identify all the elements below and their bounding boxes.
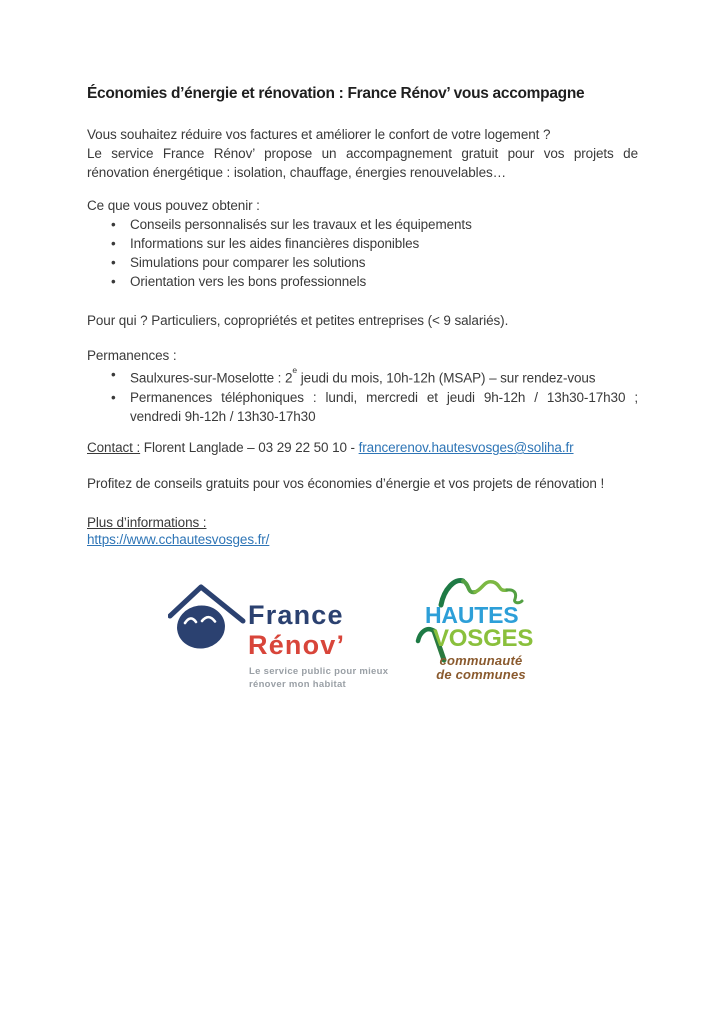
more-info-url-line xyxy=(87,530,638,549)
website-link[interactable]: https://www.cchautesvosges.fr/ xyxy=(87,532,270,547)
contact-details: Florent Langlade – 03 29 22 50 10 - xyxy=(140,440,359,455)
more-info-label-text: Plus d’informations : xyxy=(87,515,207,530)
france-renov-wordmark-line1: France xyxy=(248,600,344,630)
benefit-item: • Conseils personnalisés sur les travaux et les équipements xyxy=(87,215,638,234)
page-title: Économies d’énergie et rénovation : France Rénov’ vous accompagne xyxy=(87,85,585,102)
permanence-text-prefix: Saulxures-sur-Moselotte : 2 xyxy=(130,370,293,386)
hautes-vosges-subtitle xyxy=(419,654,543,681)
france-renov-wordmark-line2: Rénov’ xyxy=(248,630,346,660)
france-renov-tagline-line1: Le service public pour mieux xyxy=(249,666,389,677)
benefits-list xyxy=(87,215,638,291)
contact-label: Contact : xyxy=(87,440,141,455)
france-renov-house-icon xyxy=(168,578,250,658)
permanence-item-phone: • Permanences téléphoniques : lundi, mercredi et jeudi 9h-12h / 13h30-17h30 ; vendredi 9h-12h / 13h30-17h30 xyxy=(87,388,638,426)
permanence-item-saulxures xyxy=(87,365,638,388)
france-renov-tagline-line2: rénover mon habitat xyxy=(249,678,347,690)
permanences-heading: Permanences : xyxy=(87,348,177,363)
permanence-text-suffix: jeudi du mois, 10h-12h (MSAP) – sur rendez-vous xyxy=(297,370,596,386)
benefit-item: • Informations sur les aides financières disponibles xyxy=(87,234,638,253)
contact-email-link[interactable]: francerenov.hautesvosges@soliha.fr xyxy=(358,440,574,455)
france-renov-tagline xyxy=(249,666,388,691)
intro-question: Vous souhaitez réduire vos factures et améliorer le confort de votre logement ? xyxy=(87,127,551,142)
france-renov-logo xyxy=(168,576,393,698)
closing-line: Profitez de conseils gratuits pour vos économies d’énergie et vos projets de rénovation ! xyxy=(87,476,605,491)
ordinal-superscript: e xyxy=(292,365,298,375)
hautes-vosges-subtitle-line2: de communes xyxy=(436,666,526,682)
intro-paragraph: Le service France Rénov’ propose un accompagnement gratuit pour vos projets de rénovation énergétique : isolation, chauffage, énergies renouvelables… xyxy=(87,146,638,180)
hautes-vosges-wordmark-line2: VOSGES xyxy=(433,625,534,652)
hautes-vosges-logo xyxy=(411,574,551,689)
permanences-list xyxy=(87,365,638,426)
benefits-heading: Ce que vous pouvez obtenir : xyxy=(87,198,260,213)
hautes-vosges-subtitle-line1: communauté xyxy=(439,653,523,668)
hautes-vosges-wordmark-line1: HAUTES xyxy=(425,602,519,628)
benefit-item: • Orientation vers les bons professionnels xyxy=(87,272,638,291)
contact-line xyxy=(87,438,638,457)
benefit-item: • Simulations pour comparer les solutions xyxy=(87,253,638,272)
audience-line: Pour qui ? Particuliers, copropriétés et petites entreprises (< 9 salariés). xyxy=(87,313,509,328)
